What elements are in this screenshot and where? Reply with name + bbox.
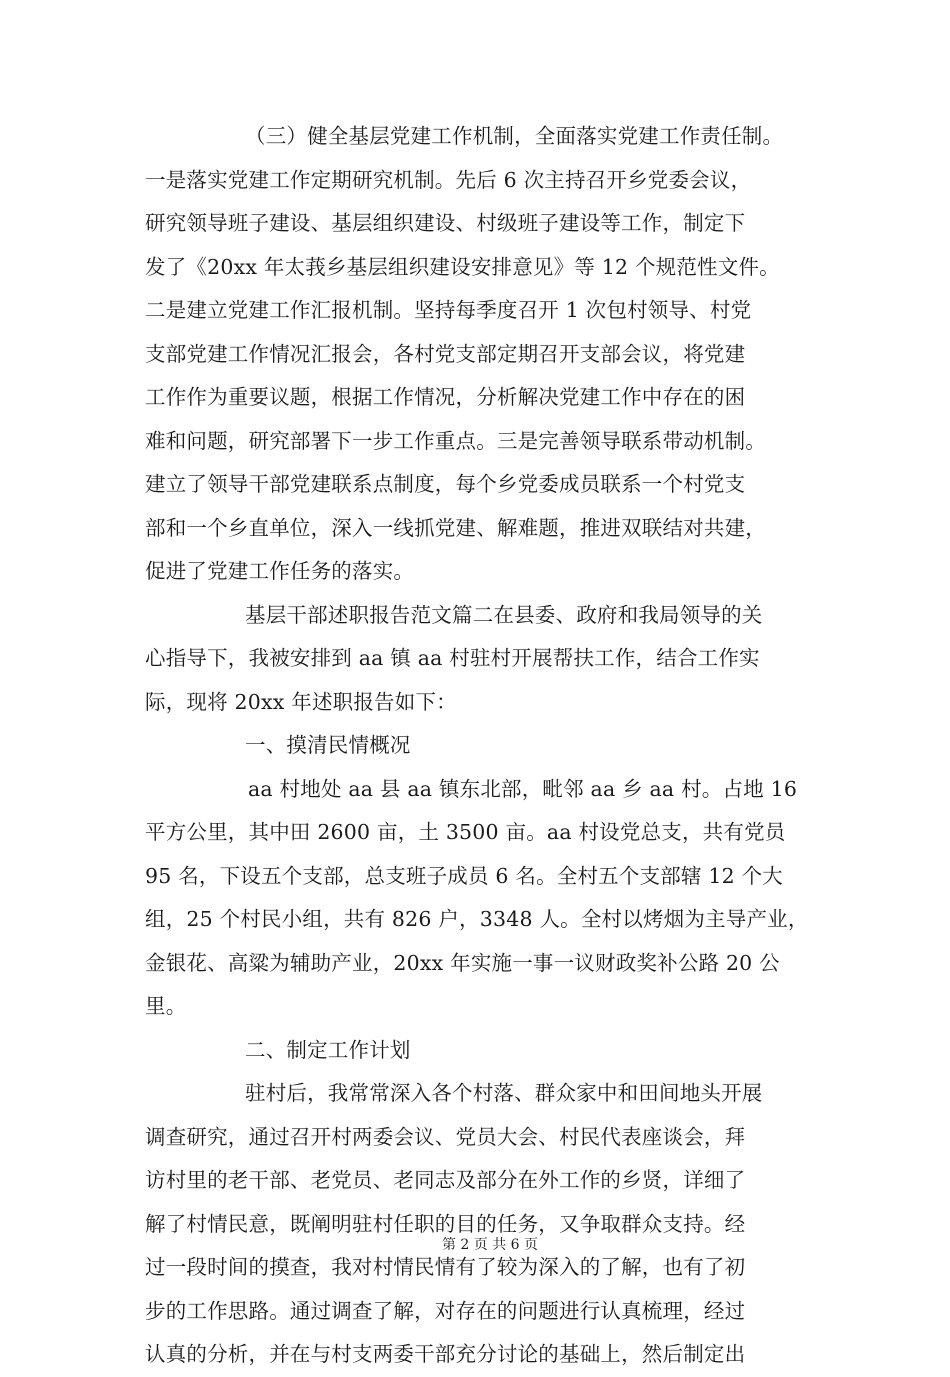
paragraph-line: 认真的分析，并在与村支两委干部充分讨论的基础上，然后制定出	[145, 1342, 746, 1366]
paragraph-line: 心指导下，我被安排到 aa 镇 aa 村驻村开展帮扶工作，结合工作实	[145, 646, 760, 670]
paragraph-line: 平方公里，其中田 2600 亩，土 3500 亩。aa 村设党总支，共有党员	[145, 820, 786, 844]
paragraph-line: （三）健全基层党建工作机制，全面落实党建工作责任制。	[245, 124, 784, 148]
paragraph-line: 部和一个乡直单位，深入一线抓党建、解难题，推进双联结对共建，	[145, 515, 766, 540]
paragraph-line: 一是落实党建工作定期研究机制。先后 6 次主持召开乡党委会议，	[145, 167, 752, 192]
paragraph-line: 工作作为重要议题，根据工作情况，分析解决党建工作中存在的困	[145, 385, 746, 409]
paragraph-line: 驻村后，我常常深入各个村落、群众家中和田间地头开展	[245, 1081, 763, 1105]
paragraph-line: 里。	[145, 994, 187, 1018]
paragraph-line: 访村里的老干部、老党员、老同志及部分在外工作的乡贤，详细了	[145, 1168, 746, 1192]
page-number-footer: 第 2 页 共 6 页	[441, 1237, 539, 1253]
paragraph-line: 过一段时间的摸查，我对村情民情有了较为深入的了解，也有了初	[145, 1255, 746, 1279]
paragraph-line: 基层干部述职报告范文篇二在县委、政府和我局领导的关	[245, 602, 763, 627]
paragraph-line: 促进了党建工作任务的落实。	[145, 559, 415, 583]
paragraph-line: 难和问题，研究部署下一步工作重点。三是完善领导联系带动机制。	[145, 428, 766, 453]
paragraph-line: 发了《20xx 年太莪乡基层组织建设安排意见》等 12 个规范性文件。	[145, 254, 780, 279]
paragraph-line: 解了村情民意，既阐明驻村任职的目的任务，又争取群众支持。经	[145, 1211, 746, 1236]
paragraph-line: 支部党建工作情况汇报会，各村党支部定期召开支部会议，将党建	[145, 341, 746, 366]
paragraph-line: aa 村地处 aa 县 aa 镇东北部，毗邻 aa 乡 aa 村。占地 16	[248, 776, 798, 801]
paragraph-line: 组，25 个村民小组，共有 826 户，3348 人。全村以烤烟为主导产业，	[145, 907, 809, 931]
paragraph-line: 建立了领导干部党建联系点制度，每个乡党委成员联系一个村党支	[145, 472, 746, 496]
paragraph-line: 95 名，下设五个支部，总支班子成员 6 名。全村五个支部辖 12 个大	[145, 863, 783, 888]
paragraph-line: 二是建立党建工作汇报机制。坚持每季度召开 1 次包村领导、村党	[145, 298, 752, 322]
section-heading: 二、制定工作计划	[245, 1037, 411, 1062]
paragraph-line: 调查研究，通过召开村两委会议、党员大会、村民代表座谈会，拜	[145, 1124, 746, 1149]
paragraph-line: 金银花、高粱为辅助产业，20xx 年实施一事一议财政奖补公路 20 公	[145, 950, 780, 975]
paragraph-line: 际，现将 20xx 年述职报告如下：	[145, 689, 457, 714]
paragraph-line: 步的工作思路。通过调查了解，对存在的问题进行认真梳理，经过	[145, 1298, 746, 1323]
document-body	[145, 115, 820, 1377]
paragraph-line: 研究领导班子建设、基层组织建设、村级班子建设等工作，制定下	[145, 211, 746, 235]
section-heading: 一、摸清民情概况	[245, 733, 411, 757]
